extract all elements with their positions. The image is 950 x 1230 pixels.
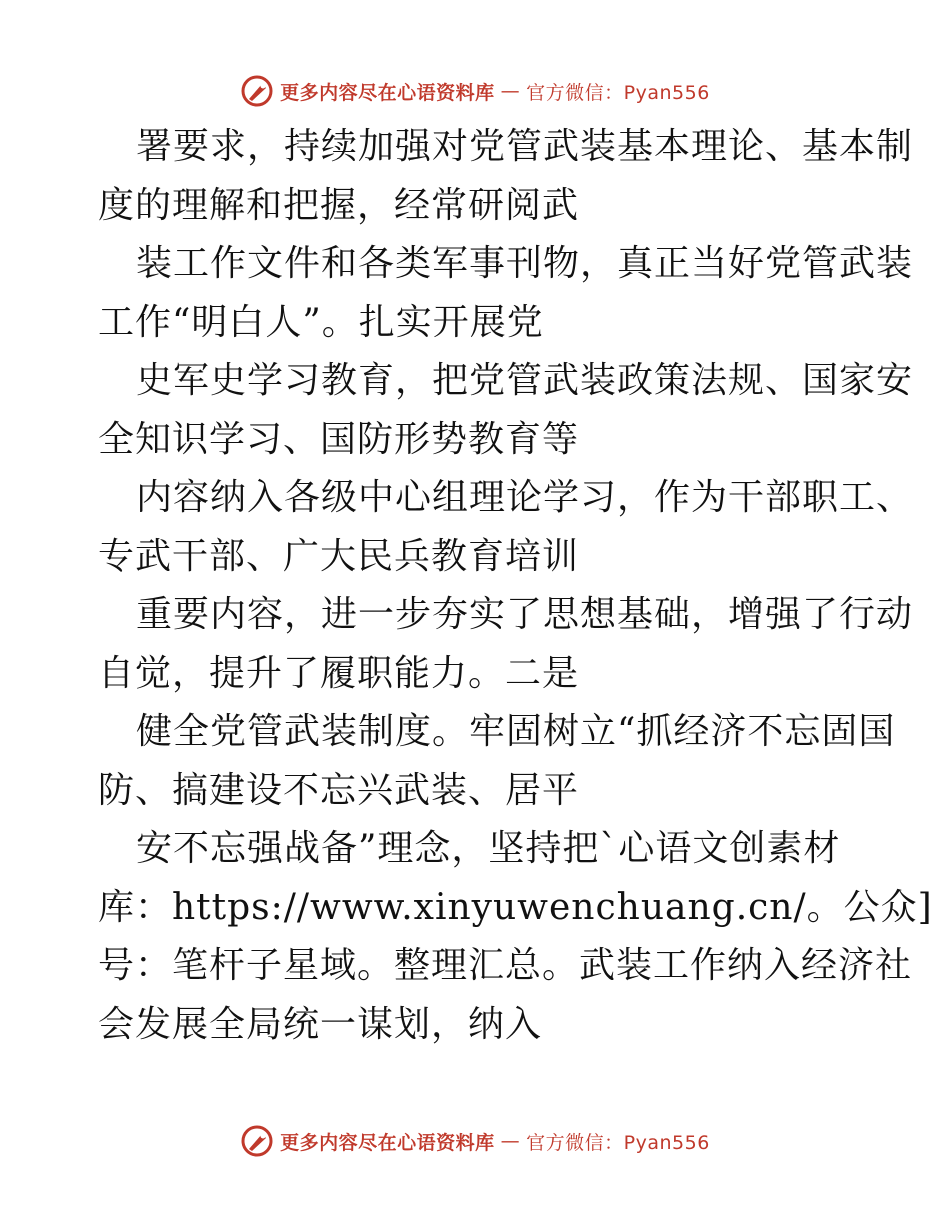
header-watermark [0, 71, 950, 111]
body-line: 署要求，持续加强对党管武装基本理论、基本制 [136, 126, 914, 167]
document-body [98, 118, 933, 1054]
pen-nib-logo-icon [240, 1124, 274, 1158]
body-line: 度的理解和把握，经常研阅武 [98, 184, 580, 226]
watermark-dash: — [500, 1130, 521, 1152]
body-line: 史军史学习教育，把党管武装政策法规、国家安 [136, 360, 914, 401]
body-line: 安不忘强战备”理念，坚持把`心语文创素材 [136, 828, 841, 869]
pen-nib-logo-icon [240, 74, 274, 108]
body-line: 工作“明白人”。扎实开展党 [98, 301, 544, 343]
watermark-dash: — [500, 80, 521, 102]
body-line: 防、搞建设不忘兴武装、居平 [98, 769, 580, 811]
body-line: 号：笔杆子星域。整理汇总。武装工作纳入经济社 [98, 945, 913, 986]
body-line: 内容纳入各级中心组理论学习，作为干部职工、 [136, 477, 914, 518]
body-line: 健全党管武装制度。牢固树立“抓经济不忘固国 [136, 711, 896, 752]
body-line: 重要内容，进一步夯实了思想基础，增强了行动 [136, 594, 914, 635]
watermark-site-text: 更多内容尽在心语资料库 [280, 81, 495, 104]
watermark-wechat-text: 官方微信：Pyan556 [526, 81, 710, 104]
body-line: 全知识学习、国防形势教育等 [98, 418, 580, 460]
body-line-url: 库：https://www.xinyuwenchuang.cn/。公众] [98, 886, 933, 928]
body-line: 专武干部、广大民兵教育培训 [98, 535, 580, 577]
watermark-wechat-text: 官方微信：Pyan556 [526, 1131, 710, 1154]
footer-watermark [0, 1121, 950, 1161]
body-line: 装工作文件和各类军事刊物，真正当好党管武装 [136, 243, 914, 284]
body-line: 自觉，提升了履职能力。二是 [98, 652, 580, 694]
body-line: 会发展全局统一谋划，纳入 [98, 1003, 543, 1045]
watermark-site-text: 更多内容尽在心语资料库 [280, 1131, 495, 1154]
